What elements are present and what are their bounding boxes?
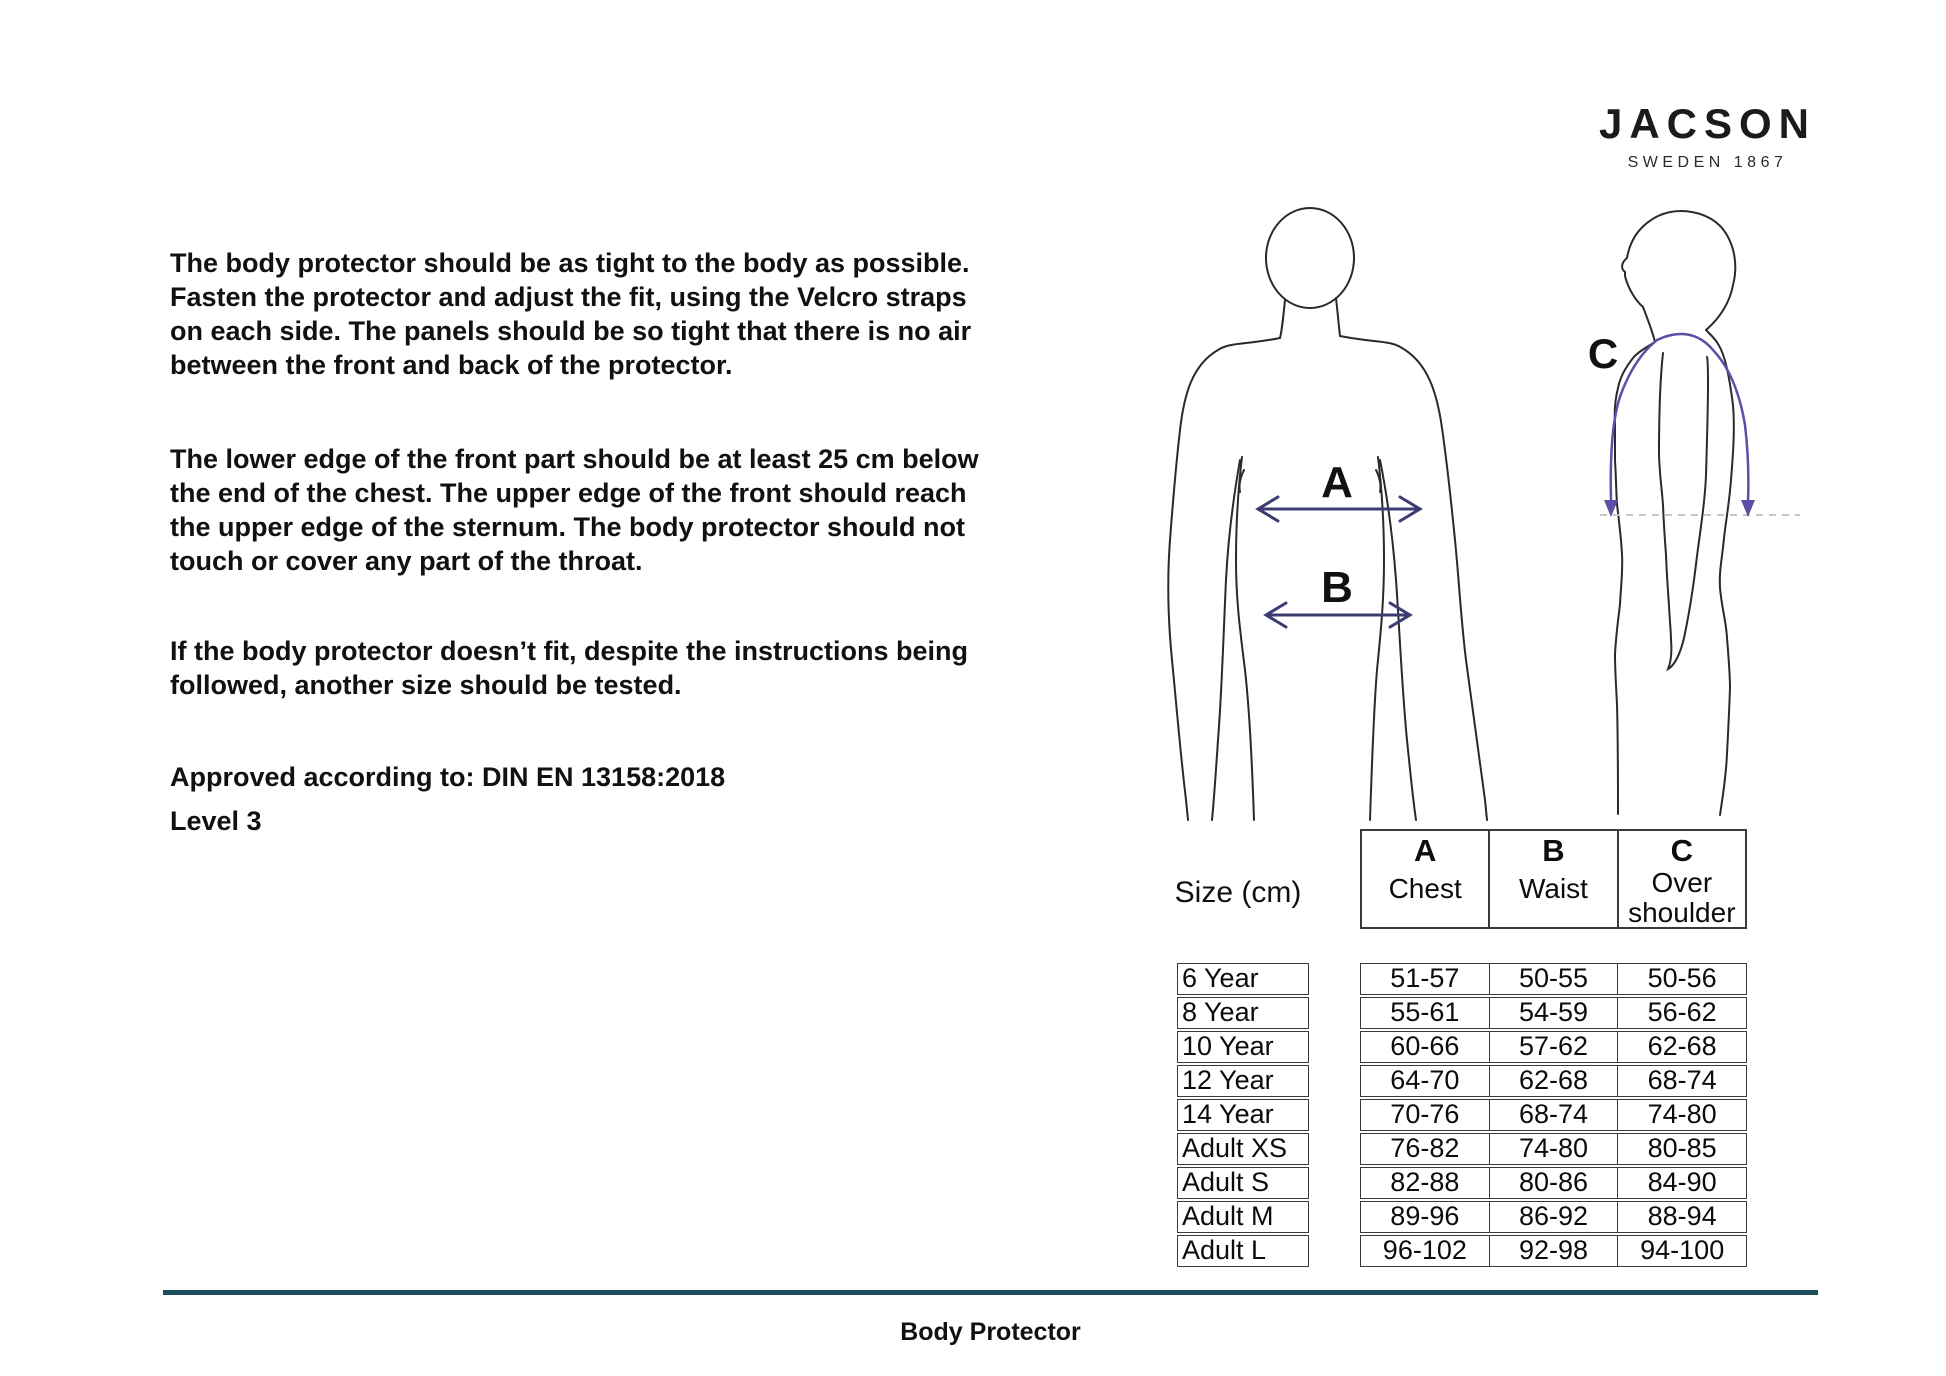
size-row-label: Adult XS bbox=[1177, 1133, 1309, 1165]
size-row-label: 6 Year bbox=[1177, 963, 1309, 995]
measurement-cell: 51-57 bbox=[1390, 963, 1460, 993]
header-label-over-shoulder: Over shoulder bbox=[1628, 867, 1736, 928]
size-row-label: 14 Year bbox=[1177, 1099, 1309, 1131]
header-letter-c: C bbox=[1670, 833, 1694, 868]
measurement-cell: 62-68 bbox=[1489, 1066, 1618, 1096]
measurement-cell: 94-100 bbox=[1617, 1236, 1746, 1266]
size-row-label: Adult M bbox=[1177, 1201, 1309, 1233]
measurement-cell: 76-82 bbox=[1390, 1133, 1460, 1163]
measurement-cell: 54-59 bbox=[1489, 998, 1618, 1028]
instruction-paragraph-edges: The lower edge of the front part should be at least 25 cm below the end of the chest. The upper edge of the front should reach the upper edge of the sternum. The body protector should not touch or cover any part of the throat. bbox=[170, 444, 979, 576]
measurement-cell: 50-56 bbox=[1617, 964, 1746, 994]
side-body-outline bbox=[1615, 211, 1736, 815]
measurement-row bbox=[1360, 1031, 1747, 1063]
measurement-row bbox=[1360, 1065, 1747, 1097]
label-a: A bbox=[1321, 458, 1353, 507]
instruction-text-block bbox=[170, 246, 980, 838]
size-row-label: Adult L bbox=[1177, 1235, 1309, 1267]
size-row-label: 10 Year bbox=[1177, 1031, 1309, 1063]
front-head-outline bbox=[1266, 208, 1354, 308]
protection-level-line: Level 3 bbox=[170, 806, 262, 836]
front-body-outline bbox=[1168, 208, 1487, 820]
over-shoulder-measurement-arrow bbox=[1604, 334, 1755, 517]
brand-logo bbox=[1585, 100, 1830, 172]
size-row-label: 8 Year bbox=[1177, 997, 1309, 1029]
header-letter-b: B bbox=[1542, 833, 1565, 868]
instruction-paragraph-resize: If the body protector doesn’t fit, despite the instructions being followed, another size should be tested. bbox=[170, 636, 969, 700]
measurement-diagram bbox=[940, 170, 1830, 830]
size-row-label: Adult S bbox=[1177, 1167, 1309, 1199]
measurement-grid bbox=[1360, 963, 1747, 1269]
measurement-row bbox=[1360, 997, 1747, 1029]
measurement-cell: 70-76 bbox=[1390, 1099, 1460, 1129]
header-letter-a: A bbox=[1413, 833, 1437, 868]
measurement-cell: 62-68 bbox=[1617, 1032, 1746, 1062]
header-cell-chest bbox=[1362, 831, 1488, 927]
measurement-cell: 80-86 bbox=[1489, 1168, 1618, 1198]
measurement-row bbox=[1360, 963, 1747, 995]
measurement-cell: 55-61 bbox=[1390, 997, 1460, 1027]
approval-standard-line: Approved according to: DIN EN 13158:2018 bbox=[170, 762, 726, 792]
measurement-cell: 68-74 bbox=[1617, 1066, 1746, 1096]
measurement-row bbox=[1360, 1133, 1747, 1165]
measurement-cell: 60-66 bbox=[1390, 1031, 1460, 1061]
brand-tagline: SWEDEN 1867 bbox=[1627, 154, 1788, 171]
label-c: C bbox=[1587, 330, 1619, 377]
measurement-row bbox=[1360, 1099, 1747, 1131]
footer-product-title: Body Protector bbox=[900, 1318, 1081, 1346]
measurement-cell: 80-85 bbox=[1617, 1134, 1746, 1164]
size-table-caption: Size (cm) bbox=[1174, 876, 1302, 909]
measurement-cell: 89-96 bbox=[1390, 1201, 1460, 1231]
measurement-cell: 57-62 bbox=[1489, 1032, 1618, 1062]
header-cell-waist bbox=[1488, 831, 1616, 927]
measurement-cell: 56-62 bbox=[1617, 998, 1746, 1028]
measurement-cell: 86-92 bbox=[1489, 1202, 1618, 1232]
header-label-chest: Chest bbox=[1388, 873, 1462, 904]
size-label-column bbox=[1177, 963, 1309, 1269]
measurement-cell: 84-90 bbox=[1617, 1168, 1746, 1198]
header-label-waist: Waist bbox=[1519, 873, 1588, 904]
measurement-cell: 88-94 bbox=[1617, 1202, 1746, 1232]
measurement-cell: 74-80 bbox=[1617, 1100, 1746, 1130]
measurement-cell: 50-55 bbox=[1489, 964, 1618, 994]
instruction-paragraph-fit: The body protector should be as tight to the body as possible. Fasten the protector and adjust the fit, using the Velcro straps on each side. The panels should be so tight that there is no air between the front and back of the protector. bbox=[170, 248, 972, 380]
measurement-row bbox=[1360, 1235, 1747, 1267]
measurement-cell: 64-70 bbox=[1390, 1065, 1460, 1095]
size-table-header bbox=[1360, 829, 1747, 929]
measurement-row bbox=[1360, 1201, 1747, 1233]
header-cell-over-shoulder bbox=[1617, 831, 1745, 927]
measurement-cell: 68-74 bbox=[1489, 1100, 1618, 1130]
footer-divider-rule bbox=[163, 1290, 1818, 1295]
measurement-cell: 92-98 bbox=[1489, 1236, 1618, 1266]
label-b: B bbox=[1321, 563, 1353, 612]
size-row-label: 12 Year bbox=[1177, 1065, 1309, 1097]
measurement-cell: 96-102 bbox=[1382, 1235, 1467, 1265]
measurement-cell: 82-88 bbox=[1390, 1167, 1460, 1197]
measurement-row bbox=[1360, 1167, 1747, 1199]
measurement-cell: 74-80 bbox=[1489, 1134, 1618, 1164]
brand-name: JACSON bbox=[1598, 100, 1817, 147]
